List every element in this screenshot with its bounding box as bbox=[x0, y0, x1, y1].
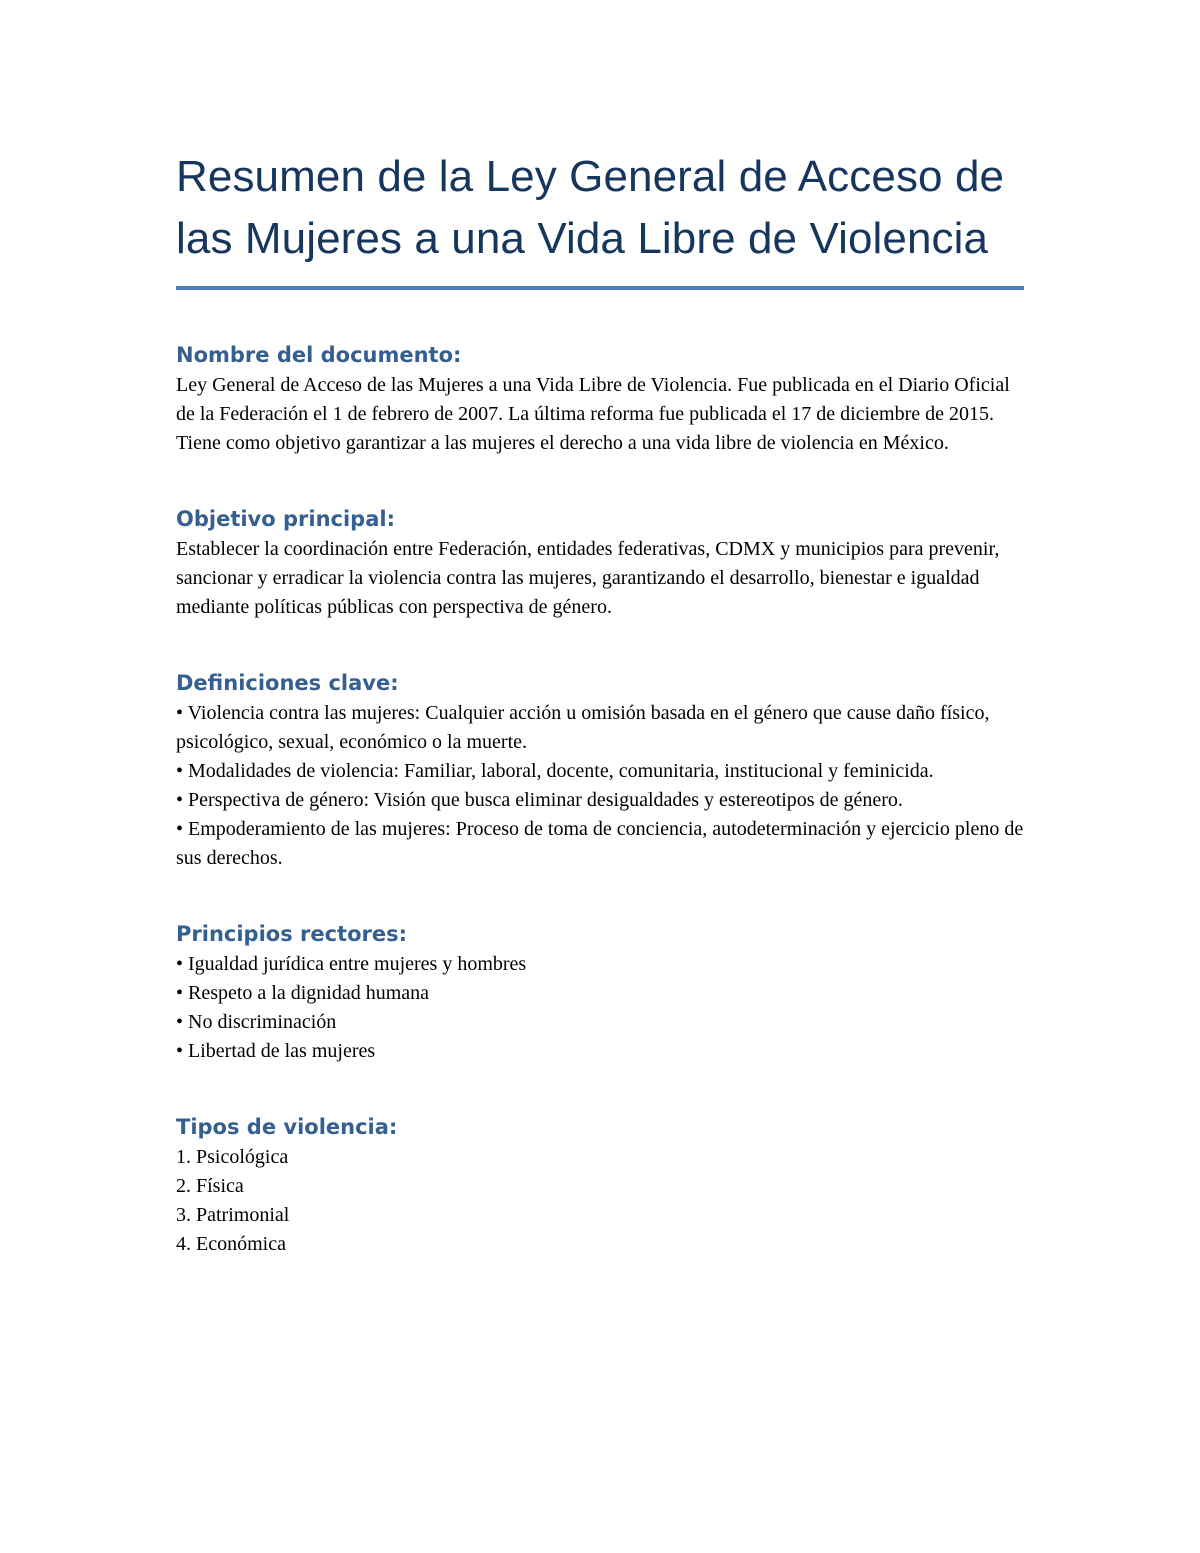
section-definiciones bbox=[176, 668, 1024, 873]
list-item: • Modalidades de violencia: Familiar, laboral, docente, comunitaria, institucional y feminicida. bbox=[176, 760, 934, 782]
list-item: • No discriminación bbox=[176, 1011, 337, 1033]
list-item: • Empoderamiento de las mujeres: Proceso de toma de conciencia, autodeterminación y ejercicio pleno de sus derechos. bbox=[176, 818, 1024, 869]
tipos-list bbox=[176, 1143, 1024, 1259]
document-title: Resumen de la Ley General de Acceso de las Mujeres a una Vida Libre de Violencia bbox=[176, 152, 1005, 263]
list-item: • Perspectiva de género: Visión que busca eliminar desigualdades y estereotipos de género. bbox=[176, 789, 903, 811]
definiciones-list bbox=[176, 699, 1024, 873]
section-tipos bbox=[176, 1112, 1024, 1259]
section-heading-nombre: Nombre del documento: bbox=[176, 343, 462, 367]
list-item: • Libertad de las mujeres bbox=[176, 1040, 376, 1062]
list-item: • Respeto a la dignidad humana bbox=[176, 982, 430, 1004]
principios-list bbox=[176, 950, 1024, 1066]
title-underline bbox=[176, 286, 1024, 290]
section-principios bbox=[176, 919, 1024, 1066]
section-heading-tipos: Tipos de violencia: bbox=[176, 1115, 398, 1139]
section-heading-definiciones: Definiciones clave: bbox=[176, 671, 399, 695]
list-item: 3. Patrimonial bbox=[176, 1204, 290, 1226]
section-heading-principios: Principios rectores: bbox=[176, 922, 408, 946]
list-item: • Violencia contra las mujeres: Cualquier acción u omisión basada en el género que cause daño físico, psicológico, sexual, económico o la muerte. bbox=[176, 702, 990, 753]
list-item: 4. Económica bbox=[176, 1233, 286, 1255]
section-heading-objetivo: Objetivo principal: bbox=[176, 507, 395, 531]
section-text-nombre: Ley General de Acceso de las Mujeres a una Vida Libre de Violencia. Fue publicada en el Diario Oficial de la Federación el 1 de febrero de 2007. La última reforma fue publicada el 17 de diciembre de 2015. Tiene como objetivo garantizar a las mujeres el derecho a una vida libre de violencia en México. bbox=[176, 374, 1010, 454]
section-nombre bbox=[176, 340, 1024, 458]
list-item: 2. Física bbox=[176, 1175, 244, 1197]
list-item: • Igualdad jurídica entre mujeres y hombres bbox=[176, 953, 527, 975]
section-objetivo bbox=[176, 504, 1024, 622]
section-text-objetivo: Establecer la coordinación entre Federación, entidades federativas, CDMX y municipios para prevenir, sancionar y erradicar la violencia contra las mujeres, garantizando el desarrollo, bienestar e igualdad mediante políticas públicas con perspectiva de género. bbox=[176, 538, 1000, 618]
list-item: 1. Psicológica bbox=[176, 1146, 289, 1168]
document-content bbox=[176, 146, 1024, 1259]
